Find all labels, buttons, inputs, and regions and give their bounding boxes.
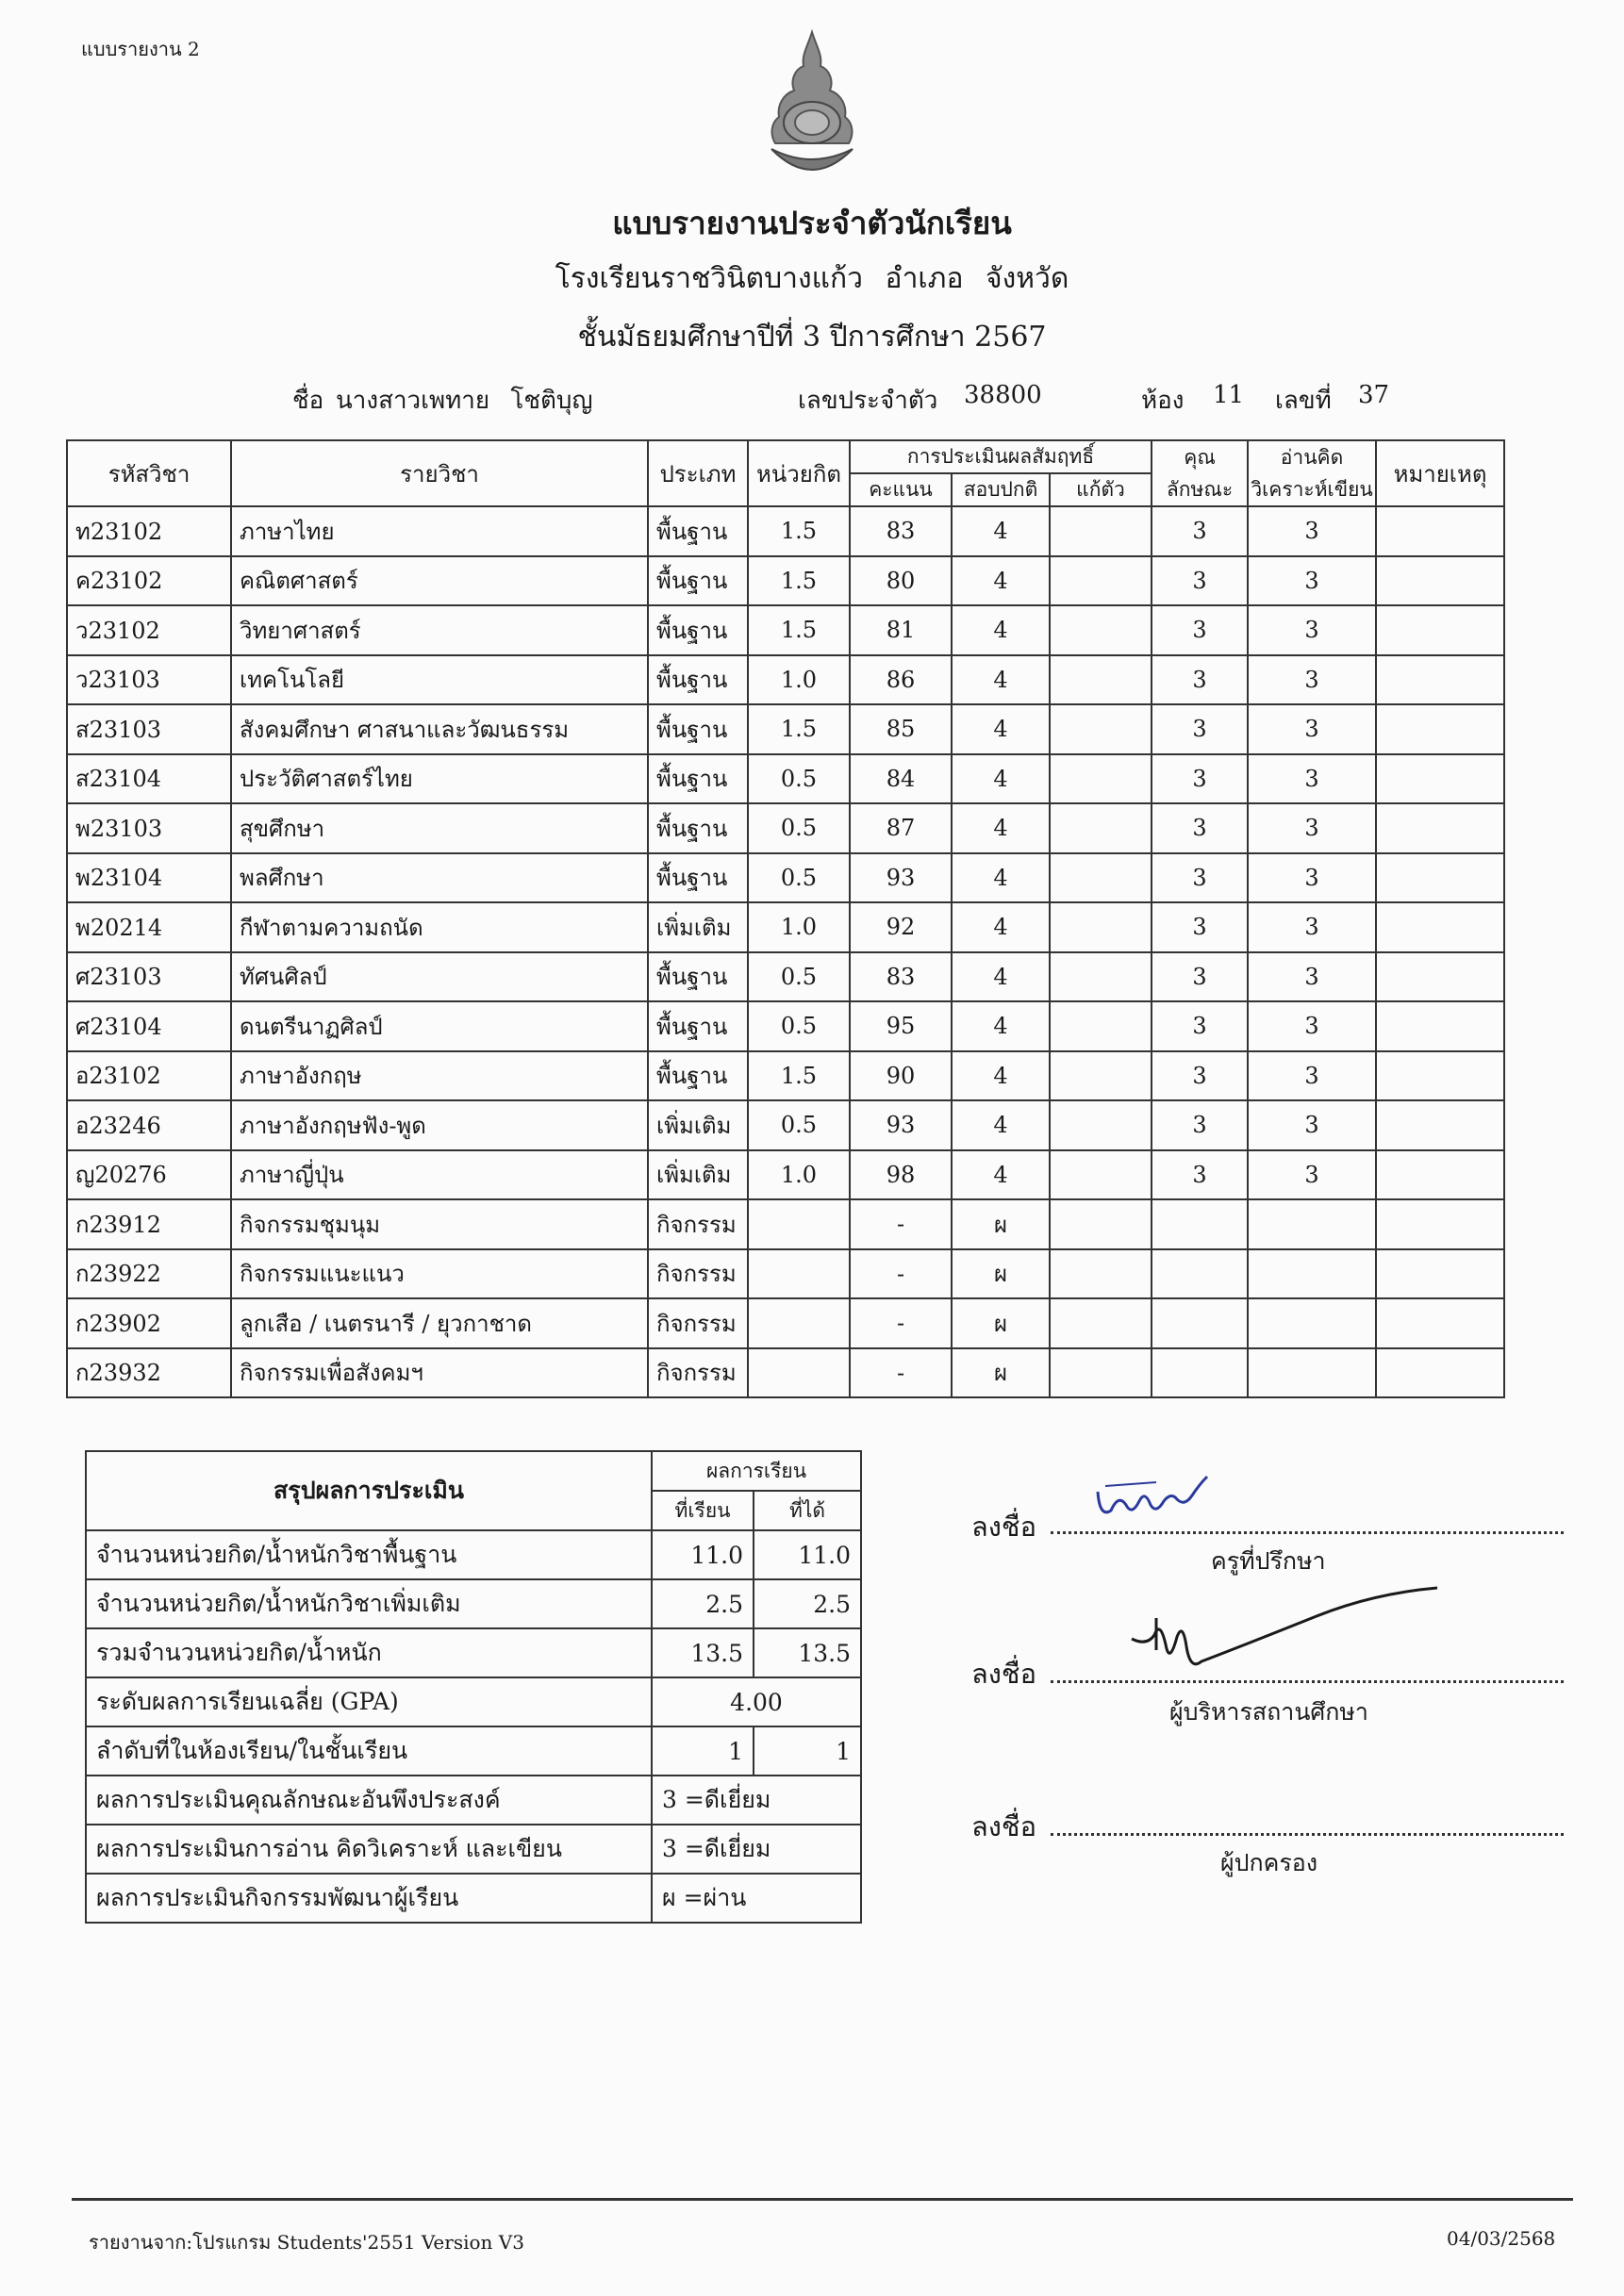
student-name-label: ชื่อ <box>292 387 324 415</box>
table-row <box>67 754 1624 804</box>
header-achievement: การประเมินผลสัมฤทธิ์ <box>850 440 1152 473</box>
subject-code: ก23902 <box>67 1298 231 1348</box>
subject-name: ลูกเสือ / เนตรนารี / ยุวกาชาด <box>231 1298 648 1348</box>
subject-grade: 4 <box>952 902 1050 952</box>
summary-result-header: ผลการเรียน <box>652 1451 861 1491</box>
subject-reading: 3 <box>1248 952 1376 1002</box>
header-character-top: คุณ <box>1152 440 1248 473</box>
reading-result: 3 =ดีเยี่ยม <box>652 1825 861 1874</box>
parent-role: ผู้ปกครอง <box>1220 1849 1318 1876</box>
student-id-label: เลขประจำตัว <box>798 387 938 415</box>
subject-type: กิจกรรม <box>648 1298 748 1348</box>
subject-remarks <box>1376 1001 1504 1051</box>
subject-type: พื้นฐาน <box>648 605 748 655</box>
table-row <box>67 803 1624 853</box>
subject-character: 3 <box>1152 853 1248 903</box>
subject-credits <box>748 1249 850 1299</box>
subject-character: 3 <box>1152 655 1248 705</box>
subject-reading: 3 <box>1248 605 1376 655</box>
subject-remedial <box>1050 1150 1152 1200</box>
subject-name: ภาษาไทย <box>231 506 648 556</box>
header-type: ประเภท <box>648 440 748 506</box>
table-row <box>67 704 1624 754</box>
subject-credits <box>748 1298 850 1348</box>
subject-code: ก23922 <box>67 1249 231 1299</box>
subject-code: พ23104 <box>67 853 231 903</box>
subject-character <box>1152 1348 1248 1398</box>
header-reading-top: อ่านคิด <box>1248 440 1376 473</box>
subject-remedial <box>1050 704 1152 754</box>
subject-name: สุขศึกษา <box>231 803 648 853</box>
subject-reading <box>1248 1249 1376 1299</box>
basic-credits-label: จำนวนหน่วยกิต/น้ำหนักวิชาพื้นฐาน <box>86 1530 652 1579</box>
subject-character: 3 <box>1152 1051 1248 1101</box>
table-row <box>67 556 1624 606</box>
room-value: 11 <box>1213 381 1245 409</box>
subject-code: ส23104 <box>67 754 231 804</box>
table-row <box>67 1298 1624 1348</box>
subject-credits: 0.5 <box>748 1001 850 1051</box>
parent-sign-line <box>1051 1833 1564 1836</box>
subject-remarks <box>1376 902 1504 952</box>
subject-remedial <box>1050 1001 1152 1051</box>
subject-remarks <box>1376 556 1504 606</box>
subject-remedial <box>1050 1348 1152 1398</box>
subject-credits: 0.5 <box>748 754 850 804</box>
subject-remarks <box>1376 1100 1504 1150</box>
subject-code: ว23102 <box>67 605 231 655</box>
subject-code: อ23102 <box>67 1051 231 1101</box>
subject-remarks <box>1376 803 1504 853</box>
subject-reading: 3 <box>1248 754 1376 804</box>
subject-character: 3 <box>1152 704 1248 754</box>
subject-name: พลศึกษา <box>231 853 648 903</box>
subject-name: สังคมศึกษา ศาสนาและวัฒนธรรม <box>231 704 648 754</box>
subject-credits: 1.0 <box>748 1150 850 1200</box>
subject-grade: 4 <box>952 754 1050 804</box>
subject-credits: 1.0 <box>748 655 850 705</box>
subject-grade: 4 <box>952 1100 1050 1150</box>
subject-remedial <box>1050 1051 1152 1101</box>
subject-remedial <box>1050 556 1152 606</box>
subject-character: 3 <box>1152 556 1248 606</box>
subject-character: 3 <box>1152 803 1248 853</box>
subject-name: ภาษาญี่ปุ่น <box>231 1150 648 1200</box>
subject-type: กิจกรรม <box>648 1199 748 1249</box>
subject-remedial <box>1050 1298 1152 1348</box>
subject-score: 92 <box>850 902 952 952</box>
subject-score: 81 <box>850 605 952 655</box>
summary-title: สรุปผลการประเมิน <box>86 1451 652 1530</box>
subject-name: วิทยาศาสตร์ <box>231 605 648 655</box>
subject-remarks <box>1376 952 1504 1002</box>
gpa-value: 4.00 <box>652 1677 861 1726</box>
table-row <box>67 605 1624 655</box>
subject-character: 3 <box>1152 1150 1248 1200</box>
footer-source: รายงานจาก:โปรแกรม Students'2551 Version V3 <box>89 2231 524 2254</box>
student-id: 38800 <box>964 381 1042 409</box>
subject-remarks <box>1376 1298 1504 1348</box>
subject-type: กิจกรรม <box>648 1249 748 1299</box>
subject-character: 3 <box>1152 952 1248 1002</box>
subject-grade: 4 <box>952 803 1050 853</box>
extra-credits-studied: 2.5 <box>652 1579 754 1628</box>
table-row <box>67 1100 1624 1150</box>
table-row <box>67 952 1624 1002</box>
subject-character: 3 <box>1152 1001 1248 1051</box>
activity-result: ผ =ผ่าน <box>652 1874 861 1923</box>
subject-grade: 4 <box>952 506 1050 556</box>
reading-result-label: ผลการประเมินการอ่าน คิดวิเคราะห์ และเขียน <box>86 1825 652 1874</box>
subject-remarks <box>1376 1199 1504 1249</box>
subject-credits: 1.5 <box>748 1051 850 1101</box>
header-remedial: แก้ตัว <box>1050 473 1152 506</box>
header-code: รหัสวิชา <box>67 440 231 506</box>
subject-name: กิจกรรมแนะแนว <box>231 1249 648 1299</box>
subject-type: พื้นฐาน <box>648 1051 748 1101</box>
header-normal-exam: สอบปกติ <box>952 473 1050 506</box>
subject-type: พื้นฐาน <box>648 803 748 853</box>
subject-score: - <box>850 1249 952 1299</box>
subject-type: พื้นฐาน <box>648 853 748 903</box>
extra-credits-earned: 2.5 <box>754 1579 861 1628</box>
subject-score: 87 <box>850 803 952 853</box>
subject-score: - <box>850 1298 952 1348</box>
subject-grade: ผ <box>952 1199 1050 1249</box>
footer-date: 04/03/2568 <box>1447 2227 1556 2250</box>
subject-remedial <box>1050 803 1152 853</box>
subject-name: เทคโนโลยี <box>231 655 648 705</box>
subject-remedial <box>1050 1199 1152 1249</box>
subject-name: ทัศนศิลป์ <box>231 952 648 1002</box>
subject-grade: 4 <box>952 1150 1050 1200</box>
subject-reading: 3 <box>1248 803 1376 853</box>
subject-name: ภาษาอังกฤษ <box>231 1051 648 1101</box>
rank-room: 1 <box>652 1726 754 1776</box>
subject-credits: 0.5 <box>748 853 850 903</box>
subject-reading <box>1248 1298 1376 1348</box>
school-emblem-icon <box>766 28 858 179</box>
subject-score: 93 <box>850 853 952 903</box>
subject-type: พื้นฐาน <box>648 704 748 754</box>
subject-remarks <box>1376 754 1504 804</box>
subject-name: กีฬาตามความถนัด <box>231 902 648 952</box>
table-row <box>67 1348 1624 1398</box>
subject-type: พื้นฐาน <box>648 655 748 705</box>
subject-code: พ20214 <box>67 902 231 952</box>
subject-code: ศ23103 <box>67 952 231 1002</box>
subject-name: ประวัติศาสตร์ไทย <box>231 754 648 804</box>
subject-code: ค23102 <box>67 556 231 606</box>
subject-grade: 4 <box>952 556 1050 606</box>
subject-type: เพิ่มเติม <box>648 1100 748 1150</box>
subject-score: - <box>850 1348 952 1398</box>
subject-reading: 3 <box>1248 1001 1376 1051</box>
subject-reading: 3 <box>1248 704 1376 754</box>
subject-remarks <box>1376 853 1504 903</box>
basic-credits-earned: 11.0 <box>754 1530 861 1579</box>
subject-code: ก23932 <box>67 1348 231 1398</box>
subject-reading: 3 <box>1248 655 1376 705</box>
subject-remarks <box>1376 506 1504 556</box>
basic-credits-studied: 11.0 <box>652 1530 754 1579</box>
director-sign-label: ลงชื่อ <box>971 1658 1037 1690</box>
gpa-label: ระดับผลการเรียนเฉลี่ย (GPA) <box>86 1677 652 1726</box>
subject-reading: 3 <box>1248 1150 1376 1200</box>
footer-divider <box>72 2198 1573 2201</box>
subject-type: พื้นฐาน <box>648 952 748 1002</box>
subject-type: พื้นฐาน <box>648 754 748 804</box>
director-signature-icon <box>1128 1580 1439 1684</box>
subject-type: เพิ่มเติม <box>648 902 748 952</box>
number-label: เลขที่ <box>1275 387 1332 415</box>
subject-credits: 0.5 <box>748 803 850 853</box>
total-credits-earned: 13.5 <box>754 1628 861 1677</box>
subject-score: 90 <box>850 1051 952 1101</box>
subject-grade: 4 <box>952 655 1050 705</box>
header-remarks: หมายเหตุ <box>1376 440 1504 506</box>
subject-character: 3 <box>1152 902 1248 952</box>
extra-credits-label: จำนวนหน่วยกิต/น้ำหนักวิชาเพิ่มเติม <box>86 1579 652 1628</box>
rank-grade: 1 <box>754 1726 861 1776</box>
subject-character: 3 <box>1152 506 1248 556</box>
subject-reading: 3 <box>1248 1051 1376 1101</box>
subject-reading: 3 <box>1248 1100 1376 1150</box>
subject-remedial <box>1050 853 1152 903</box>
subject-grade: ผ <box>952 1348 1050 1398</box>
school-line: โรงเรียนราชวินิตบางแก้ว อำเภอ จังหวัด <box>555 262 1069 295</box>
subject-remarks <box>1376 704 1504 754</box>
subject-name: กิจกรรมชุมนุม <box>231 1199 648 1249</box>
subject-remedial <box>1050 902 1152 952</box>
subject-score: 80 <box>850 556 952 606</box>
subject-reading: 3 <box>1248 902 1376 952</box>
subject-character: 3 <box>1152 605 1248 655</box>
subject-credits <box>748 1348 850 1398</box>
subject-code: พ23103 <box>67 803 231 853</box>
subject-code: ท23102 <box>67 506 231 556</box>
subject-type: พื้นฐาน <box>648 556 748 606</box>
subject-code: ศ23104 <box>67 1001 231 1051</box>
advisor-role: ครูที่ปรึกษา <box>1211 1547 1326 1575</box>
subject-credits: 1.0 <box>748 902 850 952</box>
subject-credits: 0.5 <box>748 952 850 1002</box>
subject-reading: 3 <box>1248 506 1376 556</box>
table-row <box>67 1001 1624 1051</box>
subject-reading <box>1248 1348 1376 1398</box>
subject-credits: 1.5 <box>748 704 850 754</box>
subject-code: ส23103 <box>67 704 231 754</box>
subject-grade: 4 <box>952 952 1050 1002</box>
subject-character <box>1152 1298 1248 1348</box>
subject-score: 83 <box>850 506 952 556</box>
character-result: 3 =ดีเยี่ยม <box>652 1776 861 1825</box>
subject-score: 98 <box>850 1150 952 1200</box>
subject-credits: 1.5 <box>748 605 850 655</box>
report-title: แบบรายงานประจำตัวนักเรียน <box>612 205 1012 241</box>
rank-label: ลำดับที่ในห้องเรียน/ในชั้นเรียน <box>86 1726 652 1776</box>
subject-remedial <box>1050 754 1152 804</box>
subject-grade: 4 <box>952 1051 1050 1101</box>
header-reading-bottom: วิเคราะห์เขียน <box>1248 473 1376 506</box>
subject-score: 84 <box>850 754 952 804</box>
table-row <box>67 506 1624 556</box>
subject-remedial <box>1050 1249 1152 1299</box>
subject-grade: ผ <box>952 1298 1050 1348</box>
subject-type: เพิ่มเติม <box>648 1150 748 1200</box>
subject-reading: 3 <box>1248 853 1376 903</box>
subject-remedial <box>1050 655 1152 705</box>
table-row <box>67 1199 1624 1249</box>
subject-remarks <box>1376 605 1504 655</box>
subject-character <box>1152 1249 1248 1299</box>
number-value: 37 <box>1358 381 1390 409</box>
student-name: นางสาวเพทาย โชติบุญ <box>336 387 593 415</box>
character-result-label: ผลการประเมินคุณลักษณะอันพึงประสงค์ <box>86 1776 652 1825</box>
subject-score: 93 <box>850 1100 952 1150</box>
subject-code: ญ20276 <box>67 1150 231 1200</box>
subject-grade: ผ <box>952 1249 1050 1299</box>
subject-name: กิจกรรมเพื่อสังคมฯ <box>231 1348 648 1398</box>
table-row <box>67 1051 1624 1101</box>
table-row <box>67 902 1624 952</box>
subject-name: ดนตรีนาฏศิลป์ <box>231 1001 648 1051</box>
total-credits-label: รวมจำนวนหน่วยกิต/น้ำหนัก <box>86 1628 652 1677</box>
subject-code: ก23912 <box>67 1199 231 1249</box>
activity-result-label: ผลการประเมินกิจกรรมพัฒนาผู้เรียน <box>86 1874 652 1923</box>
subject-credits: 1.5 <box>748 506 850 556</box>
subject-score: 83 <box>850 952 952 1002</box>
table-row <box>67 853 1624 903</box>
header-score: คะแนน <box>850 473 952 506</box>
subject-code: อ23246 <box>67 1100 231 1150</box>
grade-line: ชั้นมัธยมศึกษาปีที่ 3 ปีการศึกษา 2567 <box>577 321 1047 354</box>
subject-character <box>1152 1199 1248 1249</box>
table-row <box>67 1150 1624 1200</box>
form-code: แบบรายงาน 2 <box>81 38 200 60</box>
total-credits-studied: 13.5 <box>652 1628 754 1677</box>
subject-remedial <box>1050 1100 1152 1150</box>
subject-grade: 4 <box>952 704 1050 754</box>
subject-grade: 4 <box>952 1001 1050 1051</box>
header-credits: หน่วยกิต <box>748 440 850 506</box>
advisor-sign-line <box>1051 1531 1564 1534</box>
subject-score: 86 <box>850 655 952 705</box>
room-label: ห้อง <box>1141 387 1185 415</box>
subject-reading: 3 <box>1248 556 1376 606</box>
subject-credits <box>748 1199 850 1249</box>
table-row <box>67 1249 1624 1299</box>
subject-credits: 1.5 <box>748 556 850 606</box>
director-role: ผู้บริหารสถานศึกษา <box>1169 1698 1368 1726</box>
summary-studied-header: ที่เรียน <box>652 1491 754 1530</box>
subject-remedial <box>1050 952 1152 1002</box>
table-row <box>67 655 1624 705</box>
subject-grade: 4 <box>952 853 1050 903</box>
subject-name: คณิตศาสตร์ <box>231 556 648 606</box>
subject-remarks <box>1376 655 1504 705</box>
subject-code: ว23103 <box>67 655 231 705</box>
header-subject: รายวิชา <box>231 440 648 506</box>
subject-remarks <box>1376 1051 1504 1101</box>
subject-remarks <box>1376 1249 1504 1299</box>
grades-table <box>66 439 1624 1398</box>
subject-name: ภาษาอังกฤษฟัง-พูด <box>231 1100 648 1150</box>
advisor-sign-label: ลงชื่อ <box>971 1511 1037 1543</box>
subject-credits: 0.5 <box>748 1100 850 1150</box>
advisor-signature-icon <box>1090 1473 1213 1529</box>
parent-sign-label: ลงชื่อ <box>971 1810 1037 1842</box>
subject-remarks <box>1376 1150 1504 1200</box>
subject-reading <box>1248 1199 1376 1249</box>
subject-score: 95 <box>850 1001 952 1051</box>
subject-type: กิจกรรม <box>648 1348 748 1398</box>
header-character-bottom: ลักษณะ <box>1152 473 1248 506</box>
subject-type: พื้นฐาน <box>648 1001 748 1051</box>
subject-score: 85 <box>850 704 952 754</box>
subject-character: 3 <box>1152 1100 1248 1150</box>
subject-remedial <box>1050 506 1152 556</box>
subject-remarks <box>1376 1348 1504 1398</box>
subject-type: พื้นฐาน <box>648 506 748 556</box>
subject-remedial <box>1050 605 1152 655</box>
subject-grade: 4 <box>952 605 1050 655</box>
subject-score: - <box>850 1199 952 1249</box>
summary-table <box>85 1450 862 1924</box>
subject-character: 3 <box>1152 754 1248 804</box>
summary-earned-header: ที่ได้ <box>754 1491 861 1530</box>
